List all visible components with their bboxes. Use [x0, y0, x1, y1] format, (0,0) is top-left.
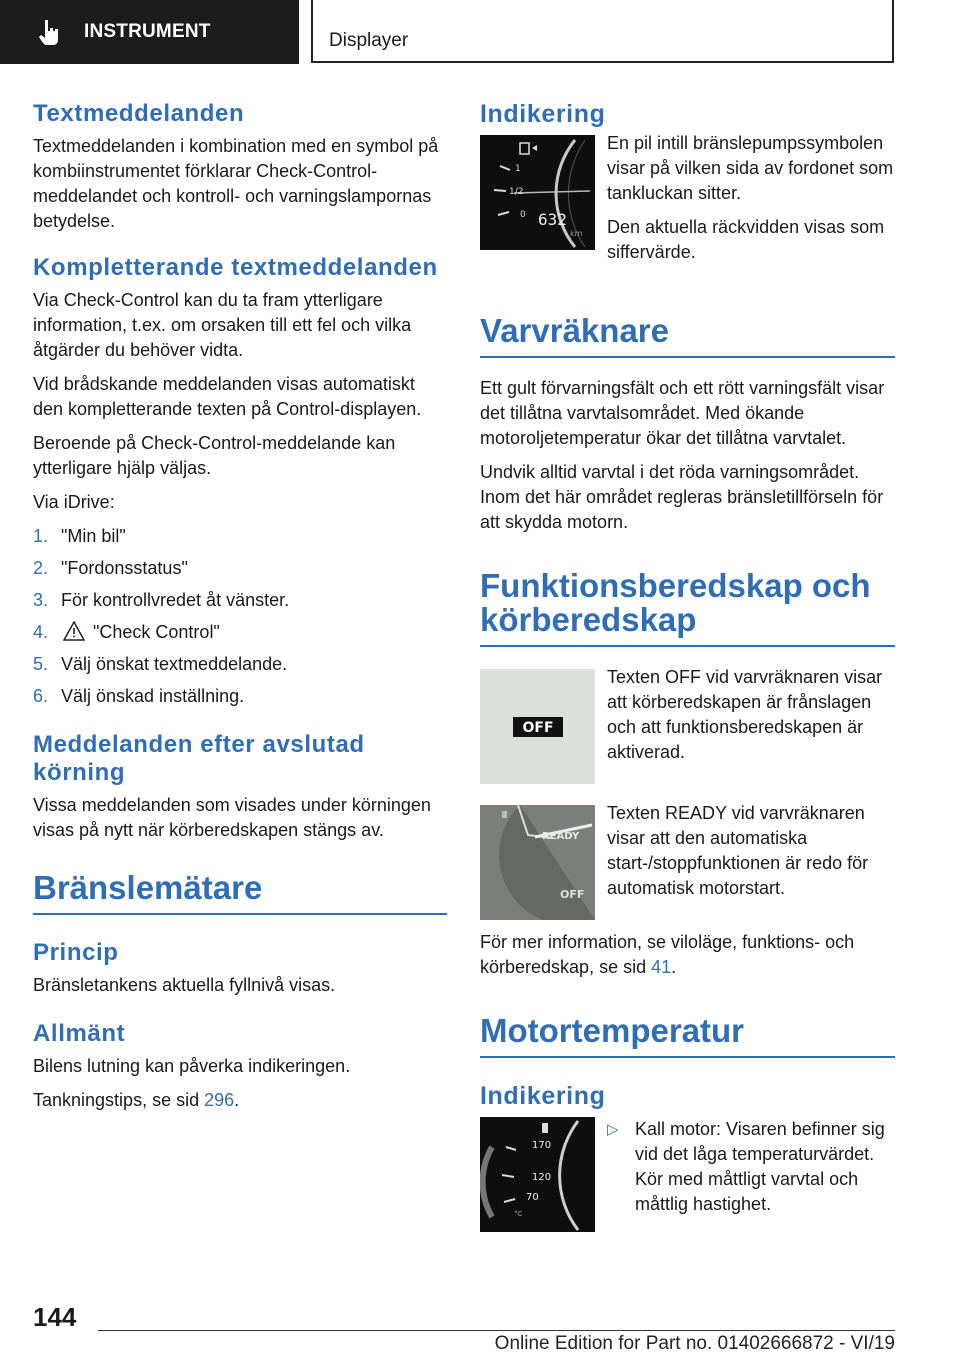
paragraph: Texten READY vid varvräknaren visar att den automatiska start-/stoppfunktionen är redo för automatisk motorstart.	[607, 802, 869, 898]
paragraph: Vissa meddelanden som visades under körningen visas på nytt när körberedskapen stängs av.	[33, 795, 431, 840]
heading-princip: Princip	[33, 938, 119, 966]
fuel-label-half: 1/2	[509, 187, 524, 197]
paragraph: Texten OFF vid varvräknaren visar att körberedskapen är frånslagen och att funktionsberedskapen är aktiverad.	[607, 666, 883, 762]
step-text: "Check Control"	[93, 622, 220, 642]
step-number: 5.	[33, 654, 49, 674]
heading-allmant: Allmänt	[33, 1019, 126, 1047]
heading-varvraknare: Varvräknare	[480, 314, 895, 358]
list-item	[33, 524, 447, 549]
section-tab	[0, 0, 299, 64]
off-display-image	[480, 669, 595, 784]
temp-figure-text	[607, 1117, 895, 1217]
paragraph: Via iDrive:	[33, 492, 115, 512]
heading-indikering-fuel: Indikering	[480, 100, 606, 128]
off-figure-row	[480, 666, 895, 784]
temp-label-70: 70	[526, 1191, 539, 1203]
step-text: "Min bil"	[61, 526, 126, 546]
fuel-figure-row	[480, 135, 895, 274]
heading-branslematare: Bränslemätare	[33, 871, 447, 915]
fuel-label-one: 1	[515, 164, 521, 174]
paragraph: Tankningstips, se sid 296.	[33, 1089, 240, 1110]
ready-off-label: OFF	[560, 887, 585, 901]
paragraph: Ett gult förvarningsfält och ett rött varningsfält visar det tillåtna varvtalsområdet. Med ökande motoroljetemperatur ökar det tillåtna varvtalet.	[480, 377, 885, 448]
heading-indikering-temp: Indikering	[480, 1081, 606, 1110]
temperature-gauge-image	[480, 1117, 595, 1232]
ready-figure-row	[480, 802, 895, 920]
fuel-range-value: 632	[538, 210, 567, 229]
paragraph: Bränsletankens aktuella fyllnivå visas.	[33, 974, 336, 995]
ready-display-image	[480, 805, 595, 920]
paragraph: Textmeddelanden i kombination med en symbol på kombiinstrumentet förklarar Check-Control-meddelandet och kontroll- och varningslampornas betydelse.	[33, 136, 439, 231]
list-item	[33, 620, 447, 645]
off-figure-text	[607, 666, 895, 774]
paragraph: För mer information, se viloläge, funktions- och körberedskap, se sid 41.	[480, 931, 855, 977]
paragraph: En pil intill bränslepumpssymbolen visar på vilken sida av fordonet som tankluckan sitter.	[607, 133, 894, 203]
step-text: För kontrollvredet åt vänster.	[61, 590, 290, 610]
paragraph: Bilens lutning kan påverka indikeringen.	[33, 1055, 351, 1076]
idrive-steps	[33, 524, 447, 709]
subsection-label: Displayer	[329, 30, 409, 51]
temp-figure-row	[480, 1117, 895, 1232]
temp-label-120: 120	[532, 1171, 552, 1183]
fuel-range-unit: km	[570, 229, 583, 238]
edition-note: Online Edition for Part no. 01402666872 - VI/19	[494, 1333, 895, 1354]
step-text: Välj önskat textmeddelande.	[61, 654, 288, 674]
heading-funktionsberedskap: Funktionsberedskap och körberedskap	[480, 569, 895, 647]
paragraph: Beroende på Check-Control-meddelande kan ytterligare hjälp väljas.	[33, 433, 396, 478]
step-text: "Fordonsstatus"	[61, 558, 188, 578]
fuel-label-zero: 0	[520, 210, 526, 220]
heading-efter-korning: Meddelanden efter avslutad körning	[33, 731, 365, 786]
list-item	[607, 1117, 895, 1217]
right-column	[480, 100, 895, 1232]
warning-triangle-icon	[63, 621, 85, 641]
paragraph: Vid brådskande meddelanden visas automatiskt den kompletterande texten på Control-displayen.	[33, 374, 422, 419]
list-item	[33, 652, 447, 677]
page-link-41[interactable]: 41	[651, 956, 672, 977]
step-number: 3.	[33, 590, 49, 610]
subsection-box	[311, 0, 894, 63]
paragraph: Den aktuella räckvidden visas som siffervärde.	[607, 217, 885, 262]
ready-figure-text	[607, 802, 895, 910]
heading-motortemperatur: Motortemperatur	[480, 1014, 895, 1058]
off-label: OFF	[522, 719, 554, 736]
list-item	[33, 556, 447, 581]
footer-rule	[98, 1330, 895, 1331]
step-number: 6.	[33, 686, 49, 706]
step-number: 2.	[33, 558, 49, 578]
triangle-bullet-icon: ▷	[607, 1120, 619, 1138]
heading-kompletterande: Kompletterande textmeddelanden	[33, 254, 438, 281]
heading-textmeddelanden: Textmeddelanden	[33, 100, 245, 127]
page-link-296[interactable]: 296	[204, 1089, 235, 1110]
section-label: INSTRUMENT	[84, 21, 211, 42]
fuel-gauge-image	[480, 135, 595, 250]
list-item	[33, 588, 447, 613]
paragraph: Via Check-Control kan du ta fram ytterligare information, t.ex. om orsaken till ett fel och vilka åtgärder du behöver vidta.	[33, 290, 412, 360]
step-number: 4.	[33, 622, 49, 642]
list-item	[33, 684, 447, 709]
paragraph: Undvik alltid varvtal i det röda varningsområdet. Inom det här området regleras bränsletillförseln för att skydda motorn.	[480, 461, 884, 532]
left-column	[33, 100, 447, 1122]
hand-pointer-icon	[34, 17, 64, 47]
temp-unit: °C	[514, 1209, 523, 1218]
ready-label: READY	[542, 830, 580, 842]
step-text: Välj önskad inställning.	[61, 686, 245, 706]
step-number: 1.	[33, 526, 49, 546]
page-number: 144	[33, 1302, 77, 1332]
bullet-text: Kall motor: Visaren befinner sig vid det låga temperaturvärdet. Kör med måttligt varvtal och måttlig hastighet.	[635, 1118, 885, 1214]
temp-label-170: 170	[532, 1139, 552, 1151]
fuel-figure-text	[607, 135, 895, 274]
